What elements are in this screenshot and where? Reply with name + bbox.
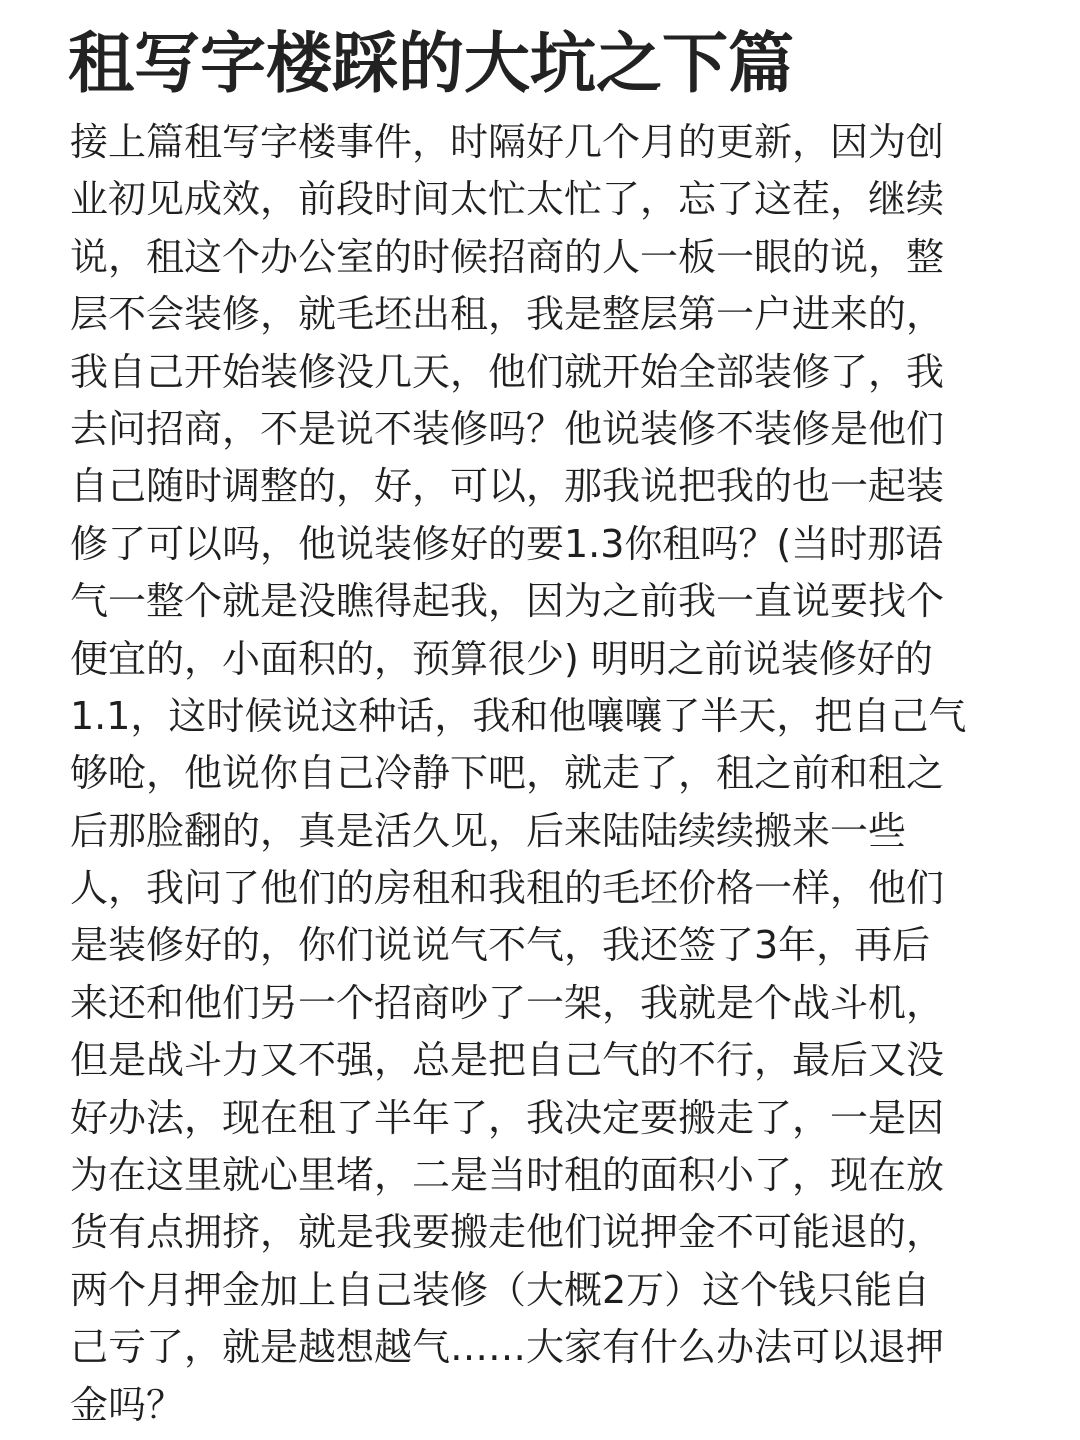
body-line: 1.1，这时候说这种话，我和他嚷嚷了半天，把自己气: [70, 693, 967, 738]
body-line: 接上篇租写字楼事件，时隔好几个月的更新，因为创: [70, 120, 945, 164]
body-line: 去问招商，不是说不装修吗？他说装修不装修是他们: [70, 406, 945, 451]
body-line: 两个月押金加上自己装修（大概2万）这个钱只能自: [70, 1267, 931, 1312]
body-line: 层不会装修，就毛坯出租，我是整层第一户进来的，: [70, 292, 945, 337]
body-line: 金吗？: [70, 1382, 185, 1427]
body-line: 气一整个就是没瞧得起我，因为之前我一直说要找个: [70, 579, 945, 624]
body-line: 来还和他们另一个招商吵了一架，我就是个战斗机，: [70, 980, 945, 1025]
body-line: 修了可以吗，他说装修好的要1.3你租吗？(当时那语: [70, 521, 944, 566]
body-line: 己亏了，就是越想越气……大家有什么办法可以退押: [70, 1325, 945, 1370]
body-line: 是装修好的，你们说说气不气，我还签了3年，再后: [70, 923, 931, 968]
body-line: 好办法，现在租了半年了，我决定要搬走了，一是因: [70, 1095, 945, 1140]
body-line: 自己随时调整的，好，可以，那我说把我的也一起装: [70, 464, 945, 509]
body-line: 为在这里就心里堵，二是当时租的面积小了，现在放: [70, 1153, 945, 1198]
post-body: [70, 114, 1010, 1434]
body-line: 货有点拥挤，就是我要搬走他们说押金不可能退的，: [70, 1210, 945, 1255]
body-line: 说，租这个办公室的时候招商的人一板一眼的说，整: [70, 234, 945, 279]
body-line: 人，我问了他们的房租和我租的毛坯价格一样，他们: [70, 866, 945, 911]
body-line: 我自己开始装修没几天，他们就开始全部装修了，我: [70, 349, 945, 394]
body-line: 业初见成效，前段时间太忙太忙了，忘了这茬，继续: [70, 177, 945, 222]
body-line: 便宜的，小面积的，预算很少) 明明之前说装修好的: [70, 636, 933, 681]
post-title: 租写字楼踩的大坑之下篇: [68, 25, 794, 102]
body-line: 但是战斗力又不强，总是把自己气的不行，最后又没: [70, 1038, 945, 1083]
body-line: 够呛，他说你自己冷静下吧，就走了，租之前和租之: [70, 751, 945, 796]
body-line: 后那脸翻的，真是活久见，后来陆陆续续搬来一些: [70, 808, 907, 853]
